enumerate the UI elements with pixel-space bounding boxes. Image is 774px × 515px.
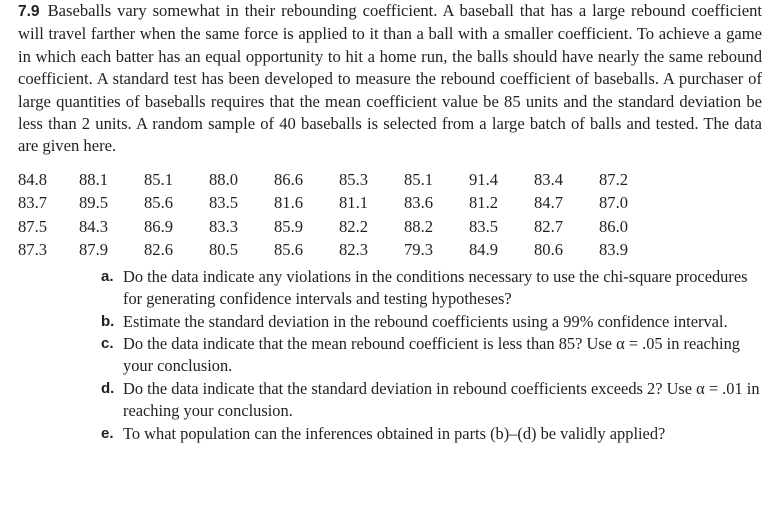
data-cell: 84.3 bbox=[79, 216, 109, 236]
part-letter: d. bbox=[101, 379, 115, 397]
data-cell: 91.4 bbox=[469, 169, 499, 189]
data-cell: 85.1 bbox=[404, 169, 434, 189]
data-cell: 83.5 bbox=[469, 216, 499, 236]
data-cell: 79.3 bbox=[404, 240, 434, 260]
part-text: Do the data indicate that the standard deviation in rebound coefficients exceeds 2? Use α = .01 in reaching your conclusion. bbox=[123, 378, 760, 421]
data-cell: 84.9 bbox=[469, 240, 499, 260]
data-cell: 85.6 bbox=[144, 193, 174, 213]
data-cell: 83.3 bbox=[209, 216, 239, 236]
data-cell: 85.3 bbox=[339, 169, 369, 189]
data-cell: 87.9 bbox=[79, 240, 109, 260]
question-part bbox=[101, 311, 762, 333]
data-cell: 82.6 bbox=[144, 240, 174, 260]
data-row bbox=[18, 217, 664, 241]
data-row bbox=[18, 193, 664, 217]
data-cell: 87.0 bbox=[599, 193, 629, 213]
part-text: Estimate the standard deviation in the rebound coefficients using a 99% confidence interval. bbox=[123, 311, 728, 331]
data-cell: 88.2 bbox=[404, 216, 434, 236]
data-row bbox=[18, 240, 664, 264]
data-cell: 83.9 bbox=[599, 240, 629, 260]
data-cell: 86.6 bbox=[274, 169, 304, 189]
data-cell: 88.0 bbox=[209, 169, 239, 189]
part-text: Do the data indicate any violations in the conditions necessary to use the chi-square procedures for generating confidence intervals and testing hypotheses? bbox=[123, 266, 748, 309]
data-cell: 83.5 bbox=[209, 193, 239, 213]
part-letter: b. bbox=[101, 312, 115, 330]
problem-7-9 bbox=[18, 0, 762, 445]
data-cell: 82.2 bbox=[339, 216, 369, 236]
data-cell: 86.9 bbox=[144, 216, 174, 236]
question-part bbox=[101, 333, 762, 378]
data-cell: 88.1 bbox=[79, 169, 109, 189]
data-cell: 84.8 bbox=[18, 169, 48, 189]
question-part bbox=[101, 423, 762, 445]
data-cell: 82.3 bbox=[339, 240, 369, 260]
data-table bbox=[18, 170, 664, 264]
problem-number: 7.9 bbox=[18, 3, 40, 20]
data-cell: 81.2 bbox=[469, 193, 499, 213]
data-cell: 87.5 bbox=[18, 216, 48, 236]
data-cell: 83.6 bbox=[404, 193, 434, 213]
data-cell: 87.3 bbox=[18, 240, 48, 260]
data-cell: 82.7 bbox=[534, 216, 564, 236]
part-text: To what population can the inferences obtained in parts (b)–(d) be validly applied? bbox=[123, 423, 666, 443]
data-cell: 85.1 bbox=[144, 169, 174, 189]
part-text: Do the data indicate that the mean rebound coefficient is less than 85? Use α = .05 in reaching your conclusion. bbox=[123, 334, 740, 376]
question-part bbox=[101, 378, 762, 423]
data-cell: 83.4 bbox=[534, 169, 564, 189]
data-cell: 81.1 bbox=[339, 193, 369, 213]
part-letter: a. bbox=[101, 267, 114, 285]
part-letter: e. bbox=[101, 424, 114, 442]
data-cell: 89.5 bbox=[79, 193, 109, 213]
data-cell: 86.0 bbox=[599, 216, 629, 236]
data-cell: 81.6 bbox=[274, 193, 304, 213]
data-cell: 87.2 bbox=[599, 169, 629, 189]
data-cell: 80.5 bbox=[209, 240, 239, 260]
data-cell: 83.7 bbox=[18, 193, 48, 213]
question-parts bbox=[18, 266, 762, 445]
data-cell: 80.6 bbox=[534, 240, 564, 260]
problem-intro bbox=[18, 0, 762, 158]
question-part bbox=[101, 266, 762, 311]
data-cell: 85.6 bbox=[274, 240, 304, 260]
data-cell: 85.9 bbox=[274, 216, 304, 236]
data-row bbox=[18, 170, 664, 194]
problem-intro-text: Baseballs vary somewhat in their rebounding coefficient. A baseball that has a large rebound coefficient will travel farther when the same force is applied to it than a ball with a smaller coefficient. To achieve a game in which each batter has an equal opportunity to hit a home run, the balls should have nearly the same rebound coefficient. A standard test has been developed to measure the rebound coefficient of baseballs. A purchaser of large quantities of baseballs requires that the mean coefficient value be 85 units and the standard deviation be less than 2 units. A random sample of 40 baseballs is selected from a large batch of balls and tested. The data are given here. bbox=[18, 1, 762, 156]
part-letter: c. bbox=[101, 335, 114, 353]
data-cell: 84.7 bbox=[534, 193, 564, 213]
